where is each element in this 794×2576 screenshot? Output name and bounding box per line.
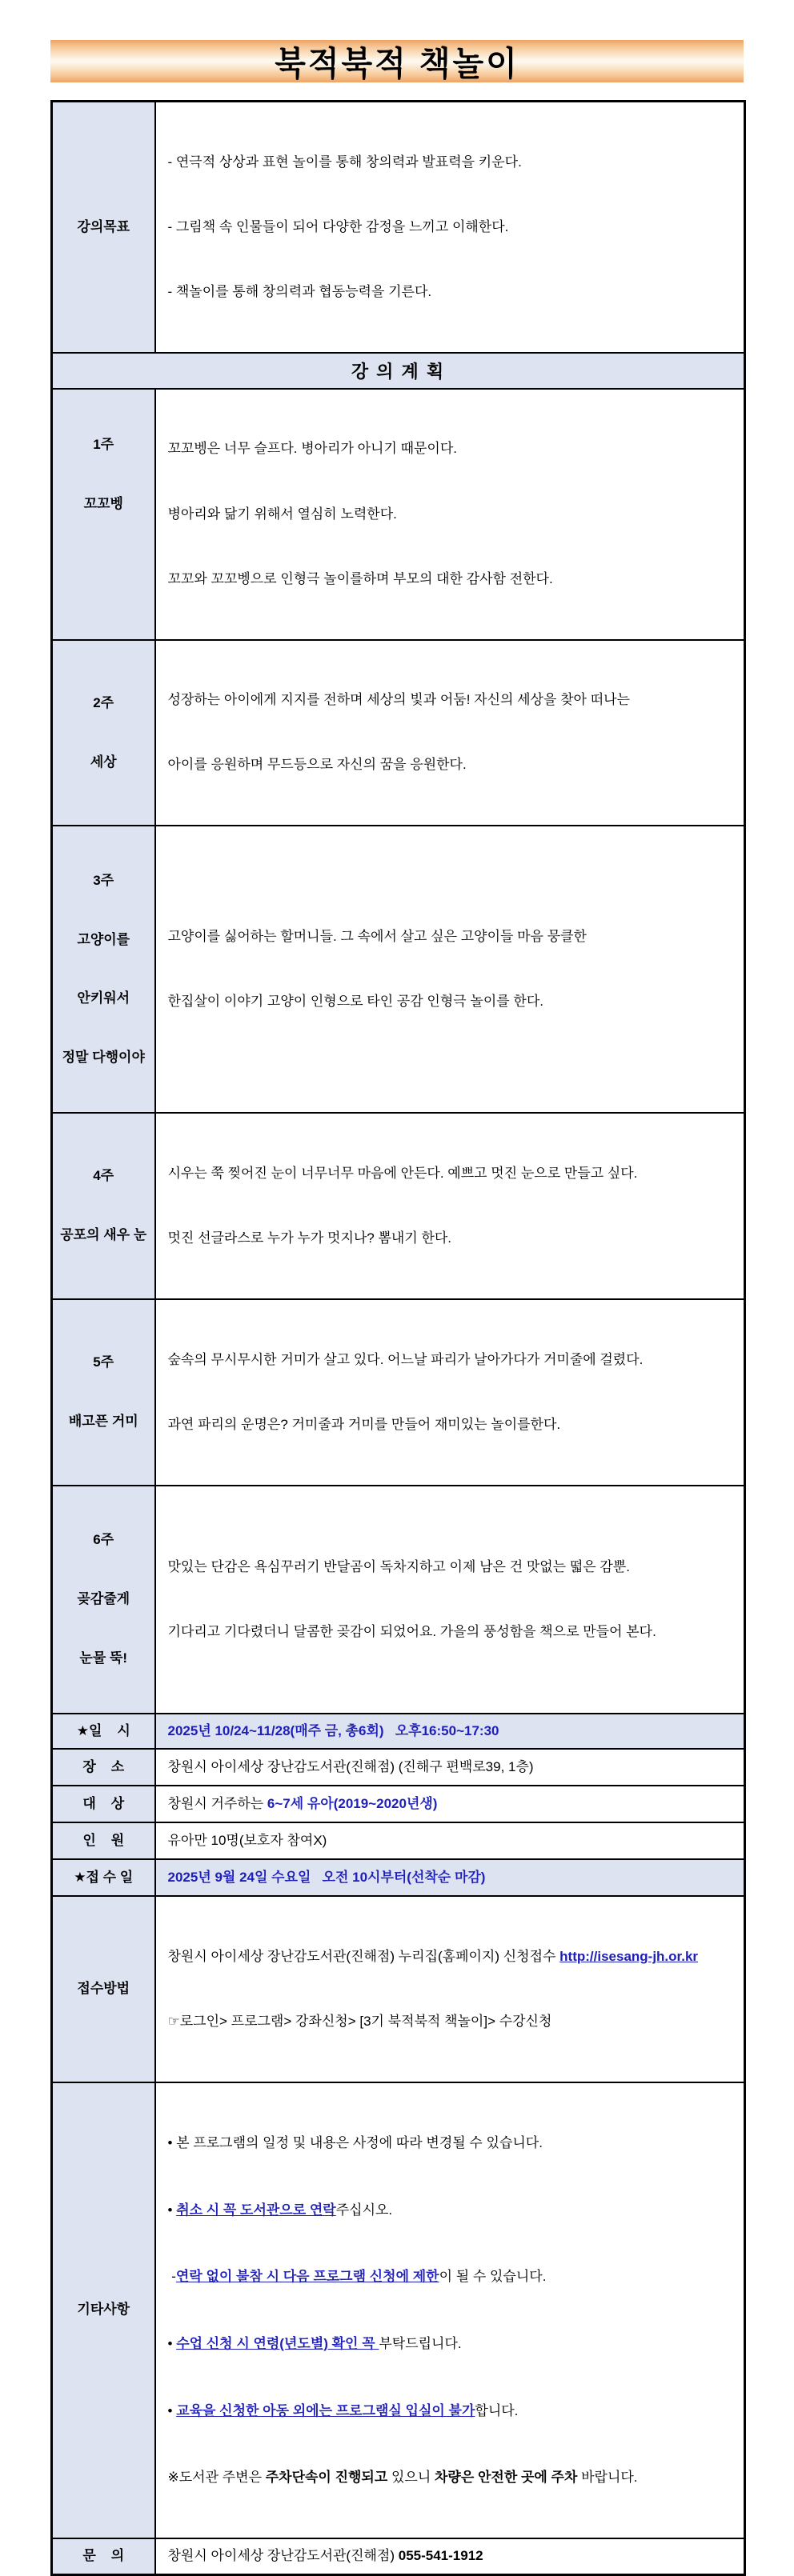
note-text: ※도서관 주변은 — [167, 2470, 266, 2486]
week-book-title: 정말 다행이야 — [62, 1050, 145, 1066]
capacity-value: 유아만 10명(보호자 참여X) — [155, 1822, 745, 1859]
plan-header: 강 의 계 획 — [52, 353, 745, 389]
week-book-title: 눈물 뚝! — [79, 1650, 128, 1666]
row-misc-notes — [52, 2082, 745, 2538]
note-text: 주십시오. — [335, 2202, 393, 2218]
week-content-line: 아이를 응원하며 무드등으로 자신의 꿈을 응원한다. — [167, 757, 467, 773]
row-registration-method — [52, 1896, 745, 2082]
note-emphasis: 취소 시 꼭 도서관으로 연락 — [176, 2202, 336, 2218]
star-icon: ★ — [76, 1722, 89, 1738]
note-emphasis: 교육을 신청한 아동 외에는 프로그램실 입실이 불가 — [176, 2402, 475, 2418]
week-number: 4주 — [93, 1168, 114, 1184]
program-info-table — [50, 100, 746, 2576]
week-content-line: 시우는 쭉 찢어진 눈이 너무너무 마음에 안든다. 예쁘고 멋진 눈으로 만들고 싶다. — [167, 1165, 638, 1181]
row-objectives — [52, 102, 745, 353]
week-content-line: 꼬꼬와 꼬꼬벵으로 인형극 놀이를하며 부모의 대한 감사함 전한다. — [167, 570, 553, 586]
row-datetime — [52, 1714, 745, 1749]
week-content-line: 한집살이 이야기 고양이 인형으로 타인 공감 인형극 놀이를 한다. — [167, 994, 543, 1010]
registration-method-text: 창원시 아이세상 장난감도서관(진해점) 누리집(홈페이지) 신청접수 — [167, 1948, 560, 1964]
contact-org-text: 창원시 아이세상 장난감도서관(진해점) — [167, 2548, 399, 2564]
week-4-label — [52, 1113, 155, 1299]
note-emphasis: 연락 없이 불참 시 다음 프로그램 신청에 제한 — [175, 2269, 439, 2285]
row-week-4 — [52, 1113, 745, 1299]
misc-note-line — [168, 2199, 733, 2221]
week-book-title: 꼬꼬벵 — [83, 496, 123, 512]
week-book-title: 공포의 새우 눈 — [60, 1227, 147, 1243]
contact-phone: 055-541-1912 — [398, 2548, 483, 2564]
capacity-label: 인 원 — [52, 1822, 155, 1859]
week-content-line: 성장하는 아이에게 지지를 전하며 세상의 빛과 어둠! 자신의 세상을 찾아 떠나는 — [167, 692, 630, 708]
datetime-value: 2025년 10/24~11/28(매주 금, 총6회) 오후16:50~17:30 — [155, 1714, 745, 1749]
objective-line: - 그림책 속 인물들이 되어 다양한 감정을 느끼고 이해한다. — [167, 218, 509, 234]
note-emphasis: 수업 신청 시 연령(년도별) 확인 꼭 — [176, 2335, 379, 2351]
target-label: 대 상 — [52, 1786, 155, 1822]
row-week-1 — [52, 389, 745, 640]
note-bold: 차량은 안전한 곳에 주차 — [434, 2470, 578, 2486]
week-book-title: 곶감줄게 — [77, 1590, 130, 1606]
registration-method-label: 접수방법 — [52, 1896, 155, 2082]
note-text: • — [167, 2202, 177, 2218]
title-banner — [50, 40, 744, 82]
misc-note-line — [168, 2266, 733, 2287]
row-registration-date — [52, 1859, 745, 1896]
place-label: 장 소 — [52, 1749, 155, 1786]
place-value: 창원시 아이세상 장난감도서관(진해점) (진해구 편백로39, 1층) — [155, 1749, 745, 1786]
week-content-line: 멋진 선글라스로 누가 누가 멋지나? 뽐내기 한다. — [167, 1230, 452, 1246]
week-book-title: 고양이를 — [77, 931, 130, 947]
note-text: • — [167, 2335, 177, 2351]
week-4-content — [155, 1113, 745, 1299]
objectives-label: 강의목표 — [52, 102, 155, 353]
week-content-line: 맛있는 단감은 욕심꾸러기 반달곰이 독차지하고 이제 남은 건 맛없는 떫은 감뿐. — [167, 1558, 630, 1574]
note-bold: 주차단속이 진행되고 — [265, 2470, 388, 2486]
contact-label: 문 의 — [52, 2538, 155, 2575]
week-content-line: 숲속의 무시무시한 거미가 살고 있다. 어느날 파리가 날아가다가 거미줄에 걸렸다. — [167, 1351, 644, 1367]
note-text: 바랍니다. — [577, 2470, 638, 2486]
datetime-label-text: 일 시 — [89, 1722, 130, 1738]
week-book-title: 안키워서 — [77, 990, 130, 1006]
week-number: 5주 — [93, 1354, 114, 1370]
row-contact — [52, 2538, 745, 2575]
week-3-content — [155, 826, 745, 1113]
week-6-label — [52, 1486, 155, 1714]
registration-method-line — [168, 2011, 733, 2032]
week-5-content — [155, 1299, 745, 1486]
note-text: - — [167, 2269, 176, 2285]
contact-value — [155, 2538, 745, 2575]
registration-date-label — [52, 1859, 155, 1896]
note-text: 있으니 — [387, 2470, 435, 2486]
target-value — [155, 1786, 745, 1822]
website-link[interactable]: http://isesang-jh.or.kr — [559, 1948, 699, 1964]
objective-line: - 책놀이를 통해 창의력과 협동능력을 기른다. — [167, 283, 432, 299]
week-number: 3주 — [93, 872, 114, 888]
misc-note-line — [168, 2333, 733, 2354]
misc-note-line — [168, 2132, 733, 2154]
program-title: 북적북적 책놀이 — [275, 46, 519, 83]
note-text: 합니다. — [475, 2402, 519, 2418]
misc-note-line — [168, 2466, 733, 2488]
row-week-5 — [52, 1299, 745, 1486]
week-number: 2주 — [93, 694, 114, 710]
note-text: • — [167, 2402, 177, 2418]
star-icon: ★ — [74, 1869, 86, 1885]
note-text: 부탁드립니다. — [379, 2335, 462, 2351]
week-book-title: 세상 — [90, 754, 117, 770]
target-prefix: 창원시 거주하는 — [167, 1796, 267, 1811]
week-content-line: 과연 파리의 운명은? 거미줄과 거미를 만들어 재미있는 놀이를한다. — [167, 1416, 561, 1432]
row-place — [52, 1749, 745, 1786]
datetime-label — [52, 1714, 155, 1749]
registration-path-text: 로그인> 프로그램> 강좌신청> [3기 북적북적 책놀이]> 수강신청 — [179, 2013, 552, 2029]
row-week-6 — [52, 1486, 745, 1714]
pointing-hand-icon: ☞ — [167, 2013, 180, 2029]
note-text: • 본 프로그램의 일정 및 내용은 사정에 따라 변경될 수 있습니다. — [167, 2135, 543, 2151]
row-capacity — [52, 1822, 745, 1859]
misc-notes-label: 기타사항 — [52, 2082, 155, 2538]
row-plan-header — [52, 353, 745, 389]
target-age-highlight: 6~7세 유아(2019~2020년생) — [267, 1796, 438, 1811]
week-content-line: 병아리와 닮기 위해서 열심히 노력한다. — [167, 506, 397, 522]
week-1-label — [52, 389, 155, 640]
registration-method-line — [168, 1946, 733, 1967]
note-text: 이 될 수 있습니다. — [439, 2269, 547, 2285]
week-3-label — [52, 826, 155, 1113]
registration-date-label-text: 접 수 일 — [86, 1869, 134, 1885]
week-2-label — [52, 640, 155, 826]
row-week-2 — [52, 640, 745, 826]
week-1-content — [155, 389, 745, 640]
week-5-label — [52, 1299, 155, 1486]
week-number: 6주 — [93, 1532, 114, 1548]
week-2-content — [155, 640, 745, 826]
week-content-line: 기다리고 기다렸더니 달콤한 곶감이 되었어요. 가을의 풍성함을 책으로 만들어 본다. — [167, 1623, 656, 1639]
week-content-line: 꼬꼬벵은 너무 슬프다. 병아리가 아니기 때문이다. — [167, 441, 458, 457]
objectives-content — [155, 102, 745, 353]
week-number: 1주 — [93, 437, 114, 453]
registration-method-content — [155, 1896, 745, 2082]
objective-line: - 연극적 상상과 표현 놀이를 통해 창의력과 발표력을 키운다. — [167, 154, 522, 170]
week-book-title: 배고픈 거미 — [68, 1414, 138, 1430]
misc-note-line — [168, 2400, 733, 2422]
row-target — [52, 1786, 745, 1822]
week-6-content — [155, 1486, 745, 1714]
week-content-line: 고양이를 싫어하는 할머니들. 그 속에서 살고 싶은 고양이들 마음 뭉클한 — [167, 929, 587, 945]
misc-notes-content — [155, 2082, 745, 2538]
registration-date-value: 2025년 9월 24일 수요일 오전 10시부터(선착순 마감) — [155, 1859, 745, 1896]
row-week-3 — [52, 826, 745, 1113]
